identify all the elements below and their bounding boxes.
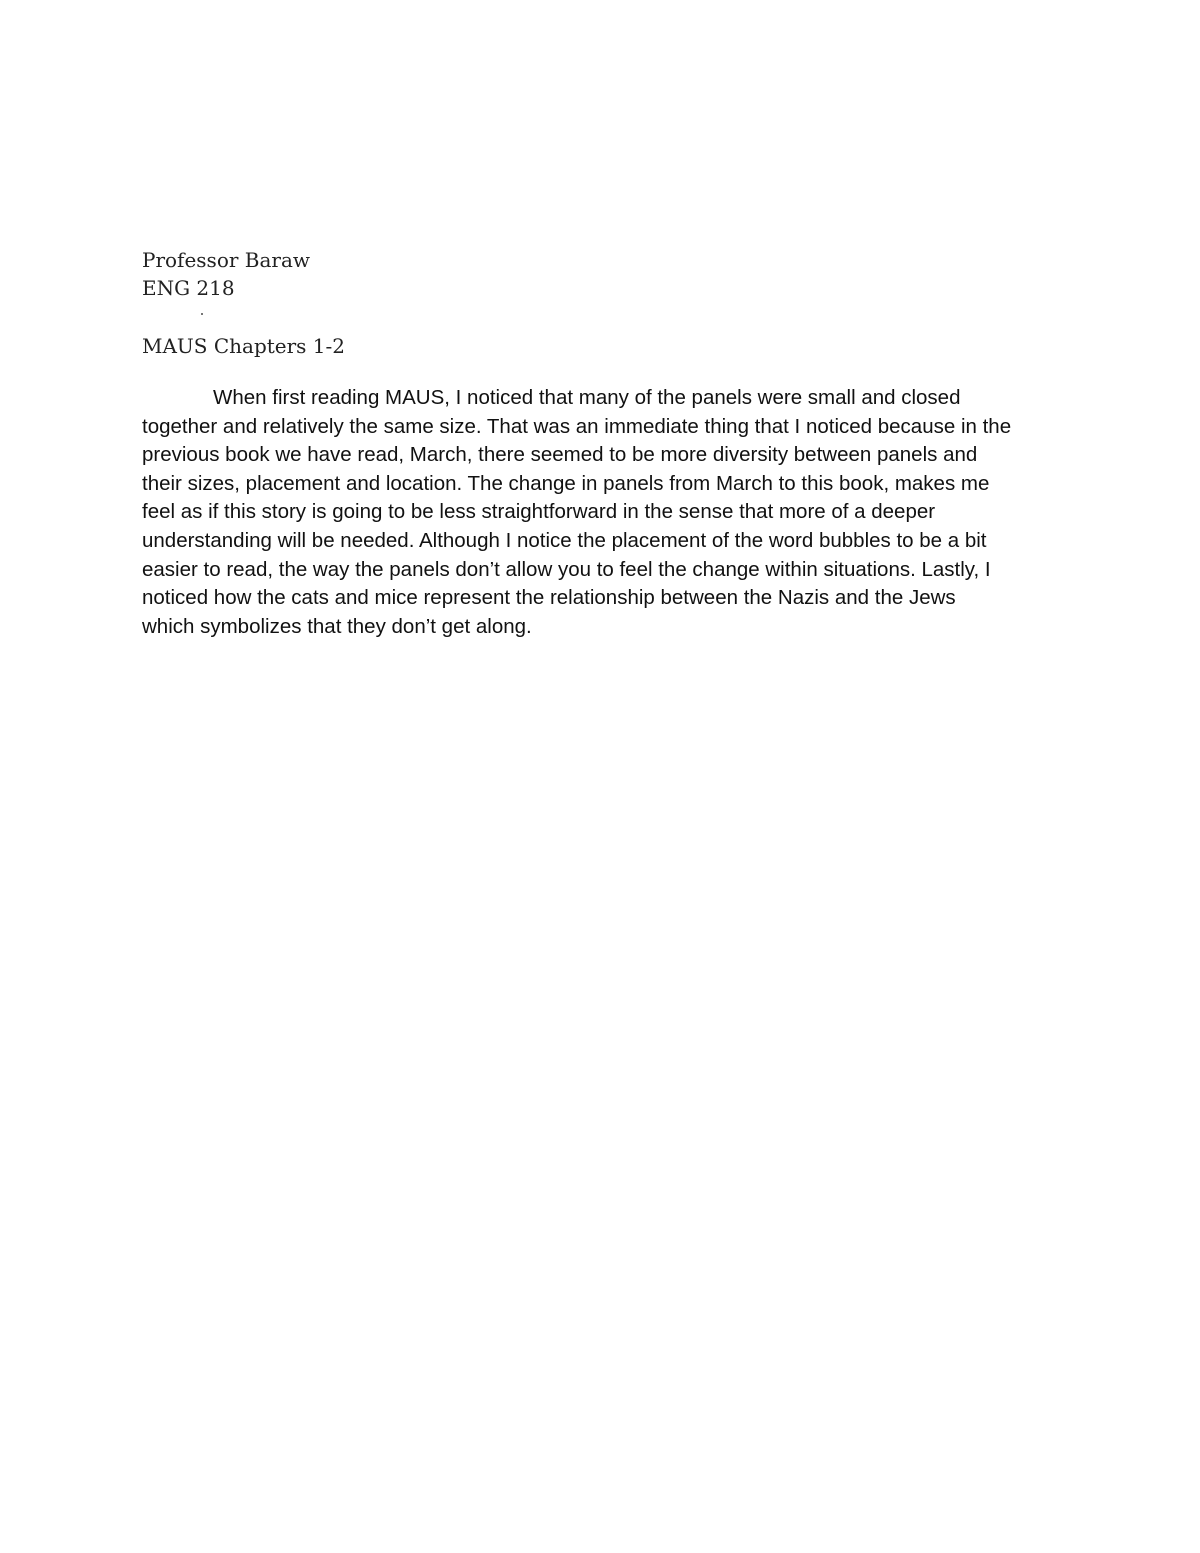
body-line: together and relatively the same size. That was an immediate thing that I noticed because in the: [142, 414, 1012, 438]
body-line: previous book we have read, March, there seemed to be more diversity between panels and: [142, 443, 978, 467]
body-line: easier to read, the way the panels don’t allow you to feel the change within situations. Lastly, I: [142, 557, 991, 581]
body-line: their sizes, placement and location. The change in panels from March to this book, makes me: [142, 471, 990, 495]
body-line: When first reading MAUS, I noticed that many of the panels were small and closed: [213, 386, 961, 409]
course-code: ENG 218: [142, 276, 235, 300]
body-line: understanding will be needed. Although I notice the placement of the word bubbles to be a bit: [142, 528, 987, 552]
stray-mark: [201, 313, 203, 315]
body-line: which symbolizes that they don’t get along.: [142, 614, 532, 638]
body-line: feel as if this story is going to be less straightforward in the sense that more of a deeper: [142, 500, 936, 524]
document-header: [142, 246, 310, 302]
body-paragraph: [142, 384, 1072, 641]
professor-name: Professor Baraw: [142, 248, 311, 272]
document-title: MAUS Chapters 1-2: [142, 334, 346, 358]
body-line: noticed how the cats and mice represent the relationship between the Nazis and the Jews: [142, 586, 956, 610]
